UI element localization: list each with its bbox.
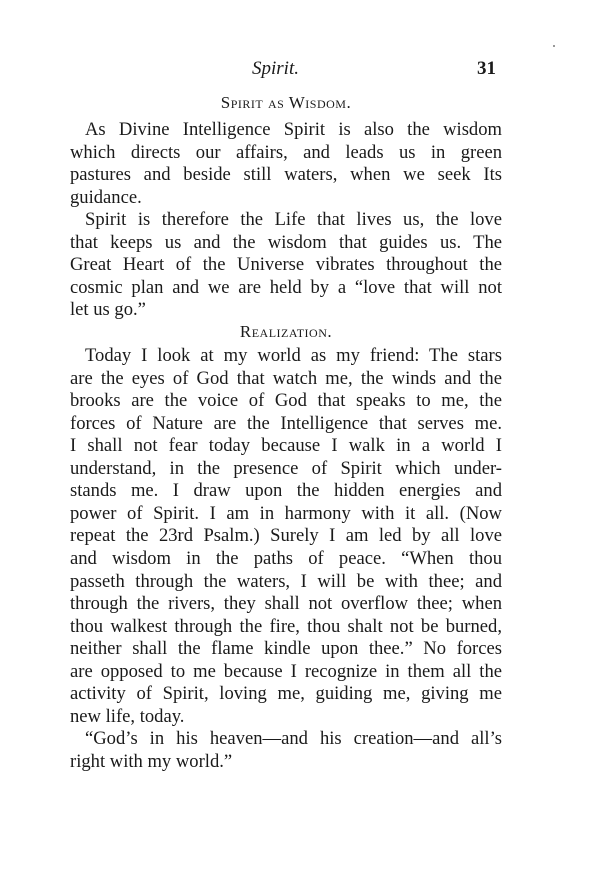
text-line: Great Heart of the Universe vibrates throughout the: [70, 254, 502, 276]
section-heading: Realization.: [239, 322, 333, 341]
text-line: right with my world.”: [70, 750, 233, 772]
text-line: I shall not fear today because I walk in a world I: [70, 435, 502, 457]
text-line: repeat the 23rd Psalm.) Surely I am led by all love: [70, 525, 502, 547]
text-line: neither shall the flame kindle upon thee.” No forces: [70, 638, 502, 660]
text-line: are opposed to me because I recognize in them all the: [70, 660, 502, 682]
text-line: passeth through the waters, I will be with thee; and: [70, 570, 502, 592]
text-line: cosmic plan and we are held by a “love that will not: [70, 276, 502, 298]
running-title: Spirit.: [252, 58, 299, 79]
text-line: As Divine Intelligence Spirit is also the wisdom: [85, 119, 502, 140]
text-line: activity of Spirit, loving me, guiding me, giving me: [70, 683, 502, 705]
text-line: let us go.”: [70, 299, 146, 321]
text-line: brooks are the voice of God that speaks to me, the: [70, 390, 502, 412]
text-line: guidance.: [70, 186, 142, 208]
text-line: understand, in the presence of Spirit which under-: [70, 457, 502, 479]
text-line: through the rivers, they shall not overflow thee; when: [70, 593, 502, 615]
text-line: that keeps us and the wisdom that guides us. The: [70, 231, 502, 253]
text-line: Today I look at my world as my friend: The stars: [85, 345, 502, 366]
text-line: which directs our affairs, and leads us in green: [70, 141, 502, 163]
text-line: and wisdom in the paths of peace. “When thou: [70, 547, 502, 569]
page-number: 31: [477, 58, 496, 79]
text-line: Spirit is therefore the Life that lives us, the love: [85, 209, 502, 231]
text-line: are the eyes of God that watch me, the winds and the: [70, 367, 502, 389]
text-line: stands me. I draw upon the hidden energies and: [70, 480, 502, 502]
text-line: pastures and beside still waters, when we seek Its: [70, 164, 502, 186]
scan-speck: [553, 45, 555, 47]
running-head: [0, 58, 600, 84]
text-line: thou walkest through the fire, thou shalt not be burned,: [70, 615, 502, 637]
text-line: new life, today.: [70, 705, 185, 727]
text-line: “God’s in his heaven—and his creation—and all’s: [85, 728, 502, 750]
section-heading: Spirit as Wisdom.: [220, 93, 352, 112]
text-line: forces of Nature are the Intelligence that serves me.: [70, 412, 502, 434]
text-line: power of Spirit. I am in harmony with it all. (Now: [70, 502, 502, 524]
